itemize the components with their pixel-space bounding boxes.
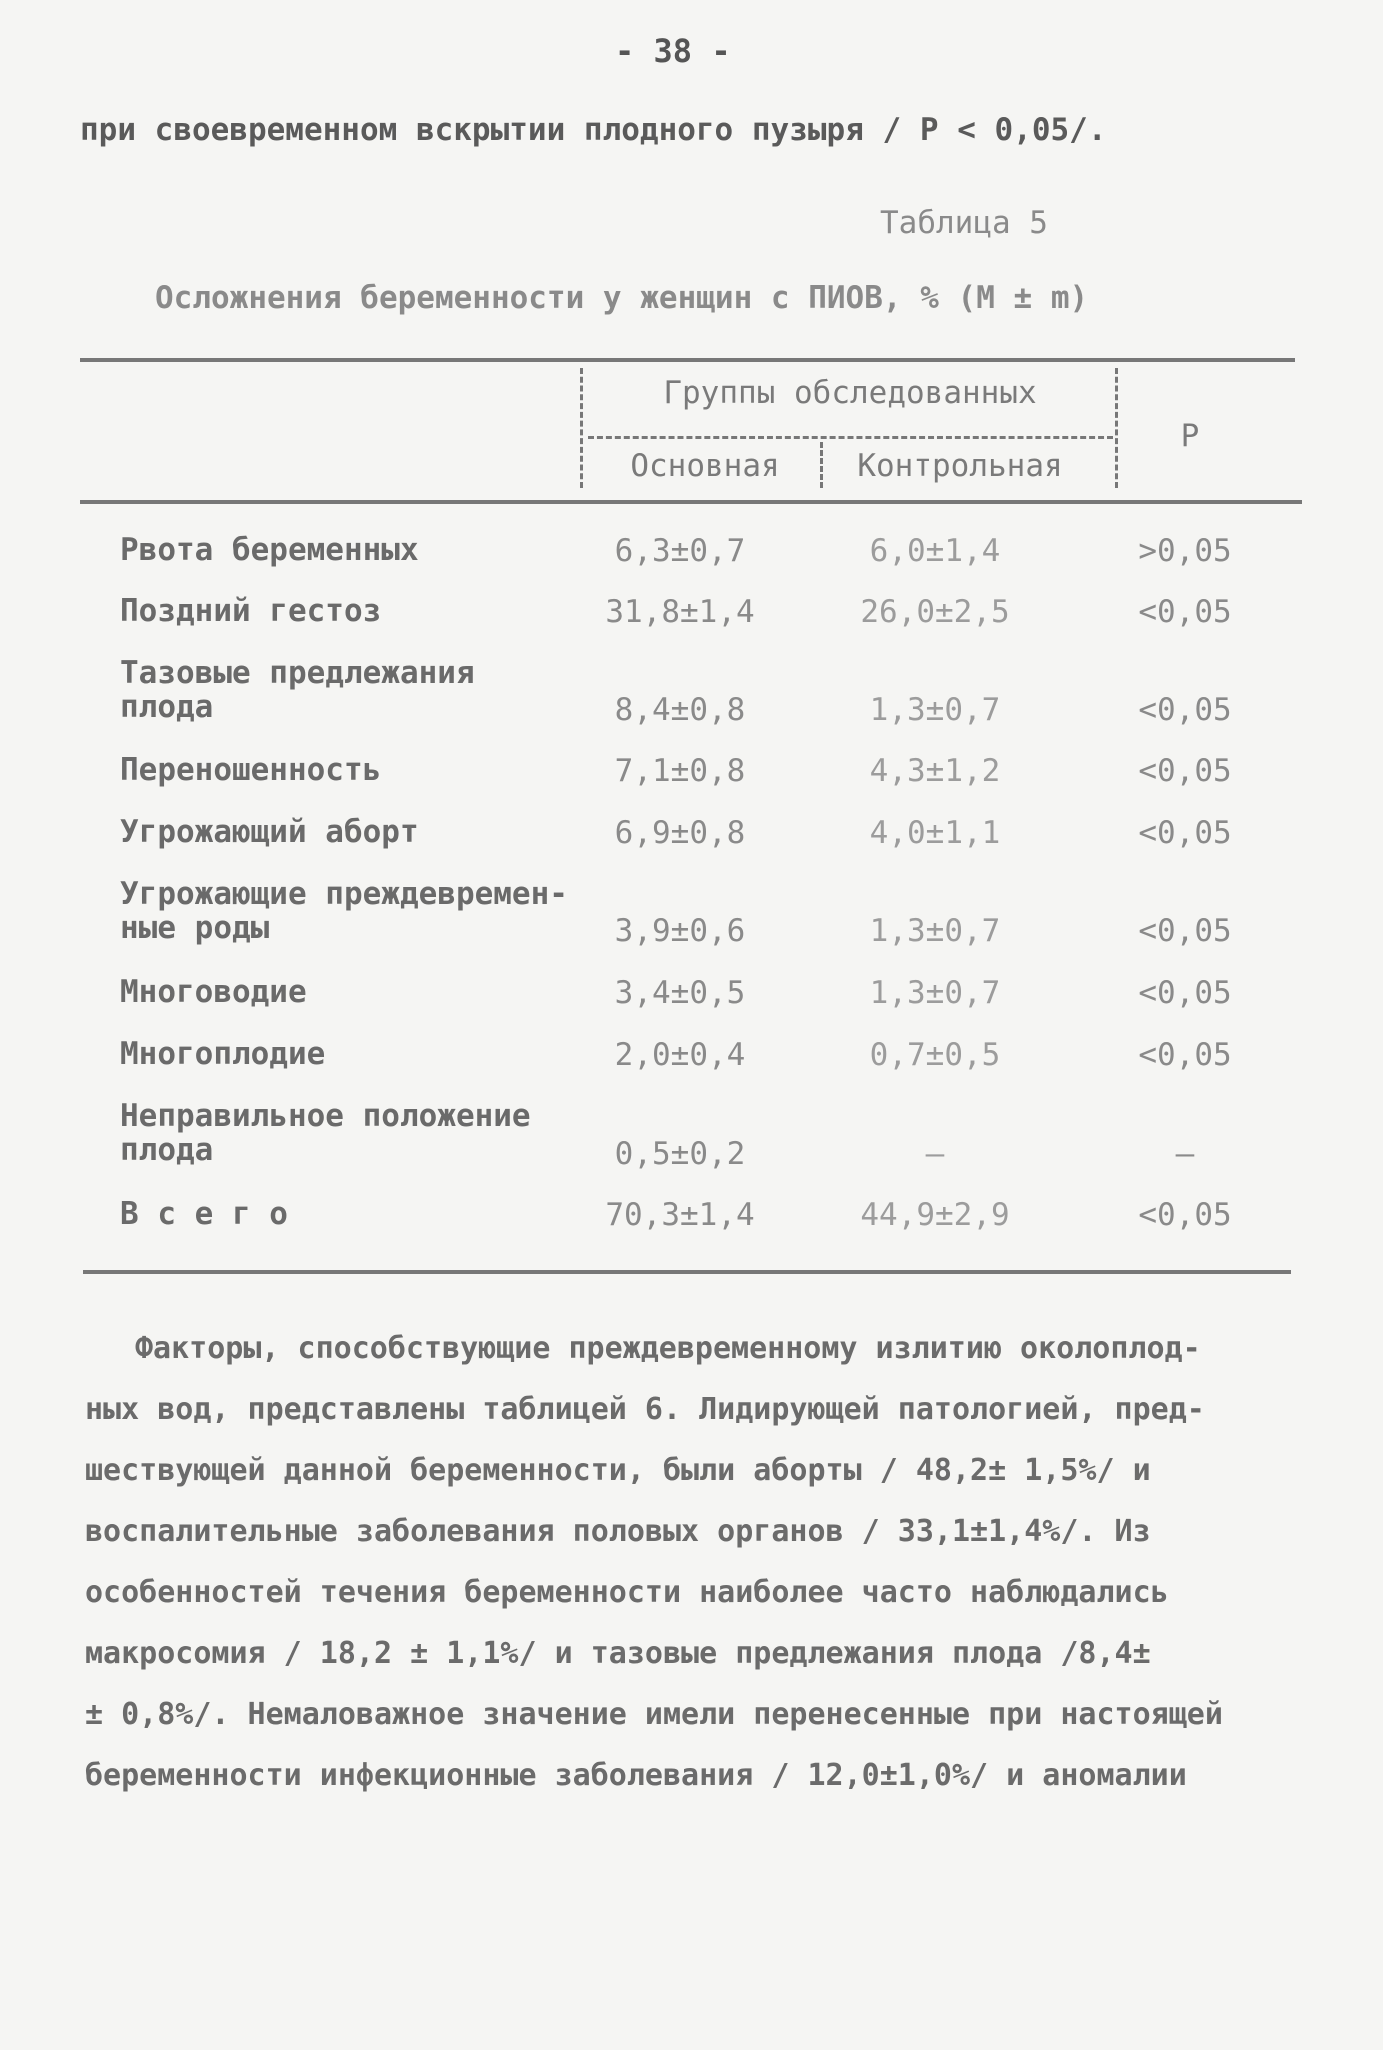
row-p-value: <0,05 <box>1138 1037 1232 1073</box>
paragraph-line: макросомия / 18,2 ± 1,1%/ и тазовые предлежания плода /8,4± <box>85 1636 1151 1671</box>
row-label: Рвота беременных <box>120 532 419 568</box>
col-header-main: Основная <box>630 448 780 484</box>
table-bottom-rule <box>83 1270 1291 1274</box>
body-paragraph <box>85 1318 1300 1806</box>
row-label: Тазовые предлежания плода <box>120 655 475 725</box>
row-p-value: <0,05 <box>1138 753 1232 789</box>
row-label: Поздний гестоз <box>120 593 382 629</box>
row-label: Многоплодие <box>120 1036 326 1072</box>
row-main-value: 70,3±1,4 <box>605 1197 755 1233</box>
row-label: Многоводие <box>120 974 307 1010</box>
group-header: Группы обследованных <box>663 375 1037 411</box>
table-header-bottom-rule <box>80 500 1302 504</box>
row-main-value: 31,8±1,4 <box>605 594 755 630</box>
row-main-value: 6,9±0,8 <box>614 815 746 851</box>
row-label-total: В с е г о <box>120 1196 288 1232</box>
paragraph-line: воспалительные заболевания половых органов / 33,1±1,4%/. Из <box>85 1514 1151 1549</box>
row-main-value: 3,4±0,5 <box>614 975 746 1011</box>
row-label: Перенoшенность <box>120 752 382 788</box>
paragraph-line: особенностей течения беременности наиболее часто наблюдались <box>85 1575 1169 1610</box>
row-control-value: 0,7±0,5 <box>869 1037 1001 1073</box>
row-p-value: – <box>1175 1136 1195 1172</box>
col-header-control: Контрольная <box>857 448 1063 484</box>
header-divider-mid <box>820 442 823 488</box>
row-p-value: <0,05 <box>1138 594 1232 630</box>
paragraph-line: шествующей данной беременности, были аборты / 48,2± 1,5%/ и <box>85 1453 1151 1488</box>
row-main-value: 7,1±0,8 <box>614 753 746 789</box>
row-p-value: >0,05 <box>1138 533 1232 569</box>
row-main-value: 3,9±0,6 <box>614 913 746 949</box>
row-control-value: 26,0±2,5 <box>860 594 1010 630</box>
row-control-value: 6,0±1,4 <box>869 533 1001 569</box>
row-control-value: 44,9±2,9 <box>860 1197 1010 1233</box>
table-label: Таблица 5 <box>880 205 1048 241</box>
header-divider-left <box>580 368 583 488</box>
row-control-value: 1,3±0,7 <box>869 692 1001 728</box>
paragraph-line: ных вод, представлены таблицей 6. Лидирующей патологией, пред- <box>85 1392 1205 1427</box>
row-label: Угрожающий аборт <box>120 814 419 850</box>
continuation-line: при своевременном вскрытии плодного пузыря / Р < 0,05/. <box>80 112 1107 148</box>
row-main-value: 2,0±0,4 <box>614 1037 746 1073</box>
paragraph-line: Факторы, способствующие преждевременному излитию околоплод- <box>135 1331 1201 1366</box>
header-group-rule <box>588 436 1113 439</box>
paragraph-line: ± 0,8%/. Немаловажное значение имели перенесенные при настоящей <box>85 1697 1223 1732</box>
table-top-rule <box>80 358 1295 362</box>
row-label: Неправильное положение плода <box>120 1098 531 1168</box>
row-control-value: 4,0±1,1 <box>869 815 1001 851</box>
row-label: Угрожающие преждевремен-ные роды <box>120 876 568 946</box>
row-p-value: <0,05 <box>1138 692 1232 728</box>
row-control-value: 1,3±0,7 <box>869 975 1001 1011</box>
row-main-value: 6,3±0,7 <box>614 533 746 569</box>
row-main-value: 8,4±0,8 <box>614 692 746 728</box>
col-header-p: Р <box>1180 418 1200 454</box>
row-control-value: 1,3±0,7 <box>869 913 1001 949</box>
row-p-value: <0,05 <box>1138 815 1232 851</box>
row-control-value: 4,3±1,2 <box>869 753 1001 789</box>
row-p-value: <0,05 <box>1138 975 1232 1011</box>
row-control-value: – <box>925 1136 945 1172</box>
page-number: - 38 - <box>615 32 731 70</box>
row-p-value: <0,05 <box>1138 1197 1232 1233</box>
row-main-value: 0,5±0,2 <box>614 1136 746 1172</box>
paragraph-line: беременности инфекционные заболевания / 12,0±1,0%/ и аномалии <box>85 1758 1187 1793</box>
table-title: Осложнения беременности у женщин с ПИОВ, % (М ± m) <box>155 280 1089 316</box>
row-p-value: <0,05 <box>1138 913 1232 949</box>
header-divider-right <box>1115 368 1118 488</box>
